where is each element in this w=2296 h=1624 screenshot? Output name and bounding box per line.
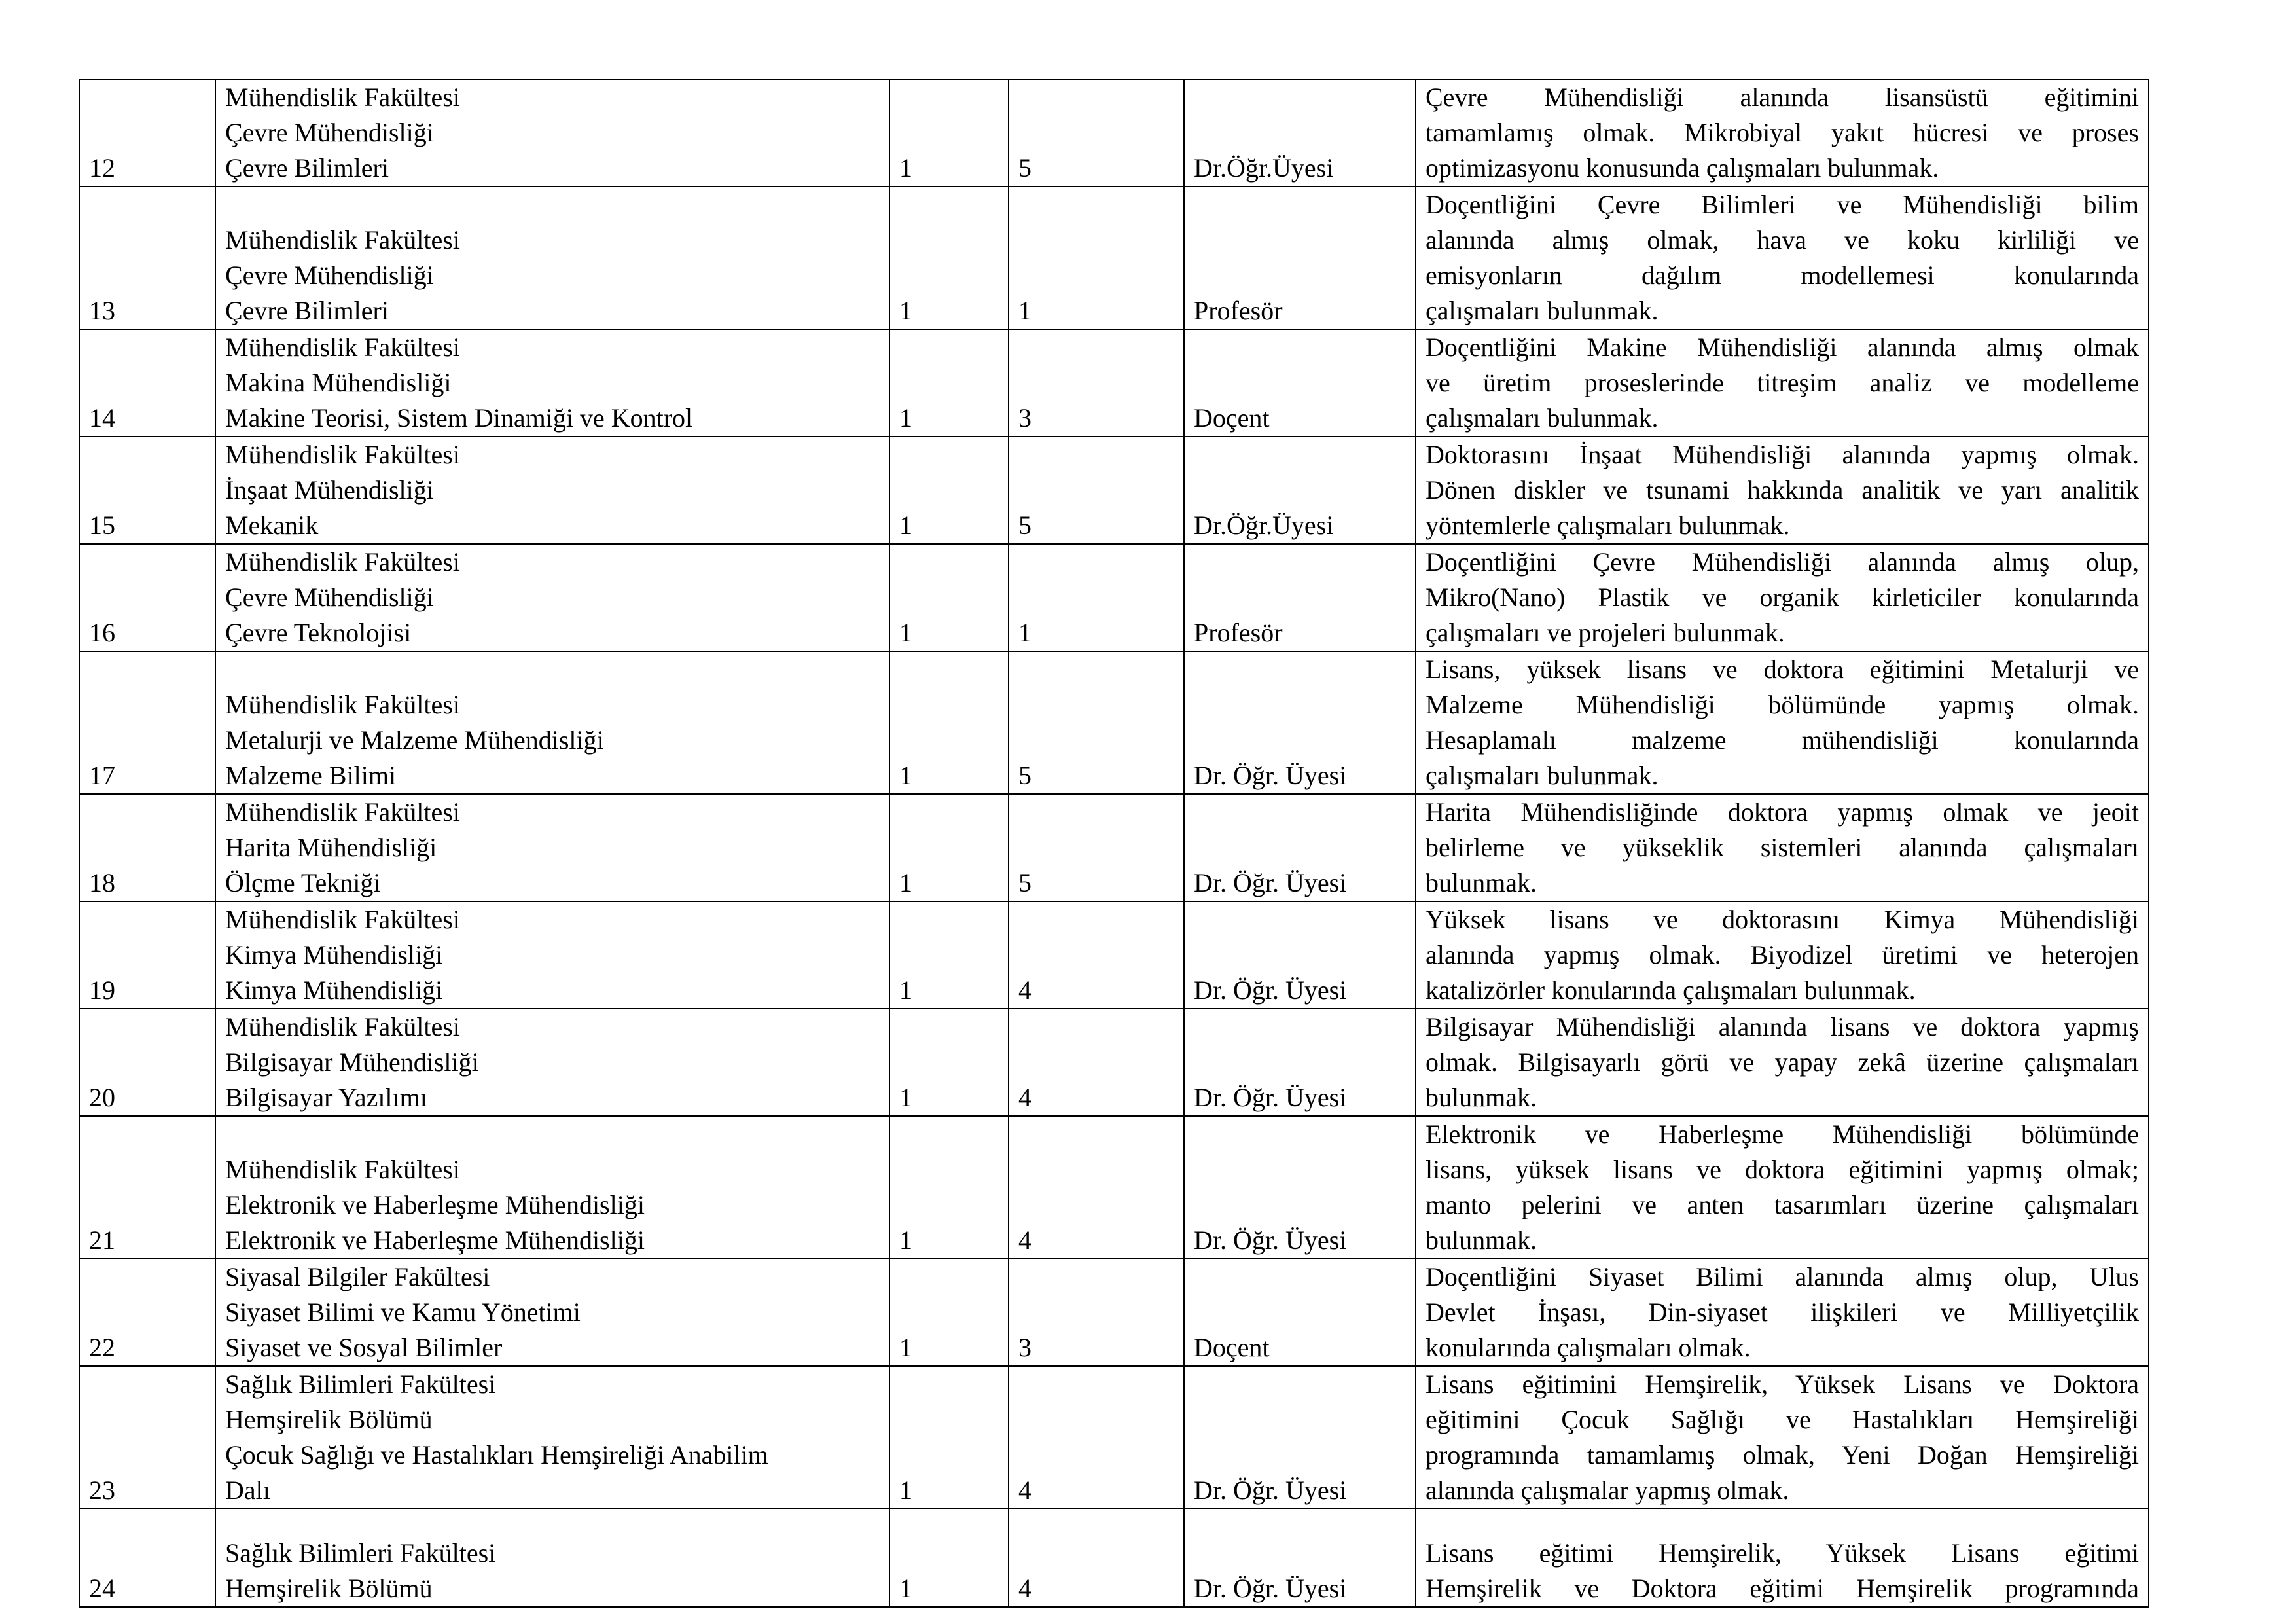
requirements-line: Çevre Mühendisliği alanında lisansüstü eğitimini [1426,82,2139,112]
academic-title: Dr. Öğr. Üyesi [1184,1366,1416,1509]
department-line: Mühendislik Fakültesi [225,905,460,934]
requirements-line: Doçentliğini Çevre Mühendisliği alanında almış olup, [1426,547,2139,577]
department-cell [215,1366,889,1509]
requirements-line: alanında almış olmak, hava ve koku kirliliği ve [1426,225,2139,255]
department-line: Sağlık Bilimleri Fakültesi [225,1538,496,1568]
requirements-line: Doçentliğini Çevre Bilimleri ve Mühendisliği bilim [1426,190,2139,219]
table-row [79,187,2149,329]
department-cell [215,1116,889,1259]
department-cell [215,437,889,544]
requirements-line: Lisans eğitimi Hemşirelik, Yüksek Lisans eğitimi [1426,1538,2139,1568]
department-line: İnşaat Mühendisliği [225,475,434,505]
table-row [79,901,2149,1009]
position-count: 1 [889,329,1009,437]
department-cell [215,651,889,794]
department-line: Çevre Mühendisliği [225,118,434,147]
row-number: 23 [79,1366,215,1509]
requirements-line: Doçentliğini Siyaset Bilimi alanında almış olup, Ulus [1426,1262,2139,1291]
degree-level: 4 [1009,901,1184,1009]
department-line: Bilgisayar Yazılımı [225,1083,427,1112]
requirements-line: Hesaplamalı malzeme mühendisliği konularında [1426,725,2139,755]
requirements-line: belirleme ve yükseklik sistemleri alanında çalışmaları [1426,833,2139,862]
department-line: Mühendislik Fakültesi [225,333,460,362]
requirements-line: bulunmak. [1426,1225,1537,1255]
requirements-cell [1416,1509,2149,1607]
degree-level: 1 [1009,187,1184,329]
requirements-cell [1416,187,2149,329]
department-line: Çevre Bilimleri [225,296,389,325]
department-line: Makina Mühendisliği [225,368,452,397]
department-line: Çevre Mühendisliği [225,261,434,290]
degree-level: 5 [1009,794,1184,901]
table-row [79,651,2149,794]
degree-level: 3 [1009,1259,1184,1366]
row-number: 15 [79,437,215,544]
department-line: Mekanik [225,511,319,540]
academic-title: Doçent [1184,1259,1416,1366]
table-row [79,329,2149,437]
academic-title: Dr. Öğr. Üyesi [1184,1509,1416,1607]
department-cell [215,794,889,901]
position-count: 1 [889,1009,1009,1116]
department-line: Ölçme Tekniği [225,868,381,897]
requirements-line: manto pelerini ve anten tasarımları üzerine çalışmaları [1426,1190,2139,1219]
department-cell [215,1009,889,1116]
table-row [79,1116,2149,1259]
requirements-line: bulunmak. [1426,1083,1537,1112]
row-number: 21 [79,1116,215,1259]
requirements-line: konularında çalışmaları olmak. [1426,1333,1751,1362]
requirements-cell [1416,1116,2149,1259]
requirements-line: emisyonların dağılım modellemesi konularında [1426,261,2139,290]
row-number: 14 [79,329,215,437]
requirements-line: bulunmak. [1426,868,1537,897]
department-line: Çevre Bilimleri [225,153,389,183]
degree-level: 4 [1009,1366,1184,1509]
requirements-line: Mikro(Nano) Plastik ve organik kirleticiler konularında [1426,583,2139,612]
degree-level: 5 [1009,651,1184,794]
academic-title: Dr.Öğr.Üyesi [1184,437,1416,544]
requirements-line: tamamlamış olmak. Mikrobiyal yakıt hücresi ve proses [1426,118,2139,147]
department-line: Siyasal Bilgiler Fakültesi [225,1262,490,1291]
table-row [79,794,2149,901]
requirements-line: programında tamamlamış olmak, Yeni Doğan Hemşireliği [1426,1440,2139,1470]
academic-title: Dr. Öğr. Üyesi [1184,651,1416,794]
department-line: Kimya Mühendisliği [225,940,443,969]
degree-level: 4 [1009,1116,1184,1259]
table-row [79,79,2149,187]
department-line: Harita Mühendisliği [225,833,437,862]
department-line: Çocuk Sağlığı ve Hastalıkları Hemşireliği Anabilim [225,1440,768,1470]
position-count: 1 [889,79,1009,187]
row-number: 16 [79,544,215,651]
department-line: Dalı [225,1475,270,1505]
position-count: 1 [889,1509,1009,1607]
position-count: 1 [889,187,1009,329]
table-row [79,544,2149,651]
department-line: Mühendislik Fakültesi [225,82,460,112]
academic-title: Dr. Öğr. Üyesi [1184,794,1416,901]
requirements-cell [1416,437,2149,544]
department-line: Hemşirelik Bölümü [225,1574,433,1603]
positions-table [79,79,2149,1608]
department-cell [215,329,889,437]
table-row [79,1259,2149,1366]
requirements-line: optimizasyonu konusunda çalışmaları bulunmak. [1426,153,1939,183]
academic-title: Doçent [1184,329,1416,437]
requirements-cell [1416,651,2149,794]
department-line: Mühendislik Fakültesi [225,547,460,577]
department-line: Elektronik ve Haberleşme Mühendisliği [225,1225,645,1255]
requirements-cell [1416,1259,2149,1366]
requirements-line: katalizörler konularında çalışmaları bulunmak. [1426,975,1916,1005]
requirements-line: çalışmaları bulunmak. [1426,403,1659,433]
requirements-line: Devlet İnşası, Din-siyaset ilişkileri ve Milliyetçilik [1426,1297,2139,1327]
requirements-line: Harita Mühendisliğinde doktora yapmış olmak ve jeoit [1426,797,2139,827]
department-line: Mühendislik Fakültesi [225,797,460,827]
requirements-cell [1416,1366,2149,1509]
table-row [79,1366,2149,1509]
requirements-line: Lisans eğitimini Hemşirelik, Yüksek Lisans ve Doktora [1426,1369,2139,1399]
row-number: 19 [79,901,215,1009]
requirements-line: alanında çalışmalar yapmış olmak. [1426,1475,1789,1505]
requirements-line: Hemşirelik ve Doktora eğitimi Hemşirelik programında [1426,1574,2139,1603]
academic-title: Profesör [1184,544,1416,651]
department-cell [215,901,889,1009]
position-count: 1 [889,901,1009,1009]
requirements-line: alanında yapmış olmak. Biyodizel üretimi ve heterojen [1426,940,2139,969]
requirements-cell [1416,1009,2149,1116]
requirements-line: olmak. Bilgisayarlı görü ve yapay zekâ üzerine çalışmaları [1426,1047,2139,1077]
requirements-line: ve üretim proseslerinde titreşim analiz ve modelleme [1426,368,2139,397]
requirements-line: Lisans, yüksek lisans ve doktora eğitimini Metalurji ve [1426,655,2139,684]
requirements-cell [1416,794,2149,901]
requirements-line: Doktorasını İnşaat Mühendisliği alanında yapmış olmak. [1426,440,2139,469]
row-number: 20 [79,1009,215,1116]
row-number: 24 [79,1509,215,1607]
row-number: 17 [79,651,215,794]
department-cell [215,79,889,187]
department-line: Mühendislik Fakültesi [225,225,460,255]
department-line: Sağlık Bilimleri Fakültesi [225,1369,496,1399]
position-count: 1 [889,1116,1009,1259]
department-line: Mühendislik Fakültesi [225,1012,460,1041]
department-line: Hemşirelik Bölümü [225,1405,433,1434]
position-count: 1 [889,651,1009,794]
requirements-cell [1416,901,2149,1009]
requirements-line: Malzeme Mühendisliği bölümünde yapmış olmak. [1426,690,2139,719]
requirements-line: lisans, yüksek lisans ve doktora eğitimini yapmış olmak; [1426,1155,2139,1184]
position-count: 1 [889,544,1009,651]
position-count: 1 [889,1366,1009,1509]
department-line: Çevre Mühendisliği [225,583,434,612]
degree-level: 5 [1009,79,1184,187]
requirements-cell [1416,79,2149,187]
degree-level: 5 [1009,437,1184,544]
department-cell [215,544,889,651]
table-row [79,437,2149,544]
row-number: 13 [79,187,215,329]
requirements-line: Bilgisayar Mühendisliği alanında lisans ve doktora yapmış [1426,1012,2139,1041]
degree-level: 4 [1009,1009,1184,1116]
department-line: Kimya Mühendisliği [225,975,443,1005]
requirements-line: eğitimini Çocuk Sağlığı ve Hastalıkları Hemşireliği [1426,1405,2139,1434]
requirements-line: Yüksek lisans ve doktorasını Kimya Mühendisliği [1426,905,2139,934]
position-count: 1 [889,437,1009,544]
academic-title: Dr.Öğr.Üyesi [1184,79,1416,187]
academic-title: Dr. Öğr. Üyesi [1184,901,1416,1009]
department-line: Malzeme Bilimi [225,761,397,790]
department-line: Siyaset Bilimi ve Kamu Yönetimi [225,1297,581,1327]
requirements-line: çalışmaları ve projeleri bulunmak. [1426,618,1785,647]
academic-title: Dr. Öğr. Üyesi [1184,1116,1416,1259]
degree-level: 4 [1009,1509,1184,1607]
table-body [79,79,2149,1607]
requirements-cell [1416,329,2149,437]
requirements-line: Elektronik ve Haberleşme Mühendisliği bölümünde [1426,1119,2139,1149]
table-row [79,1009,2149,1116]
department-line: Mühendislik Fakültesi [225,440,460,469]
department-line: Elektronik ve Haberleşme Mühendisliği [225,1190,645,1219]
department-line: Siyaset ve Sosyal Bilimler [225,1333,503,1362]
row-number: 22 [79,1259,215,1366]
row-number: 12 [79,79,215,187]
academic-title: Dr. Öğr. Üyesi [1184,1009,1416,1116]
position-count: 1 [889,1259,1009,1366]
row-number: 18 [79,794,215,901]
department-cell [215,1259,889,1366]
department-cell [215,187,889,329]
table-row [79,1509,2149,1607]
degree-level: 1 [1009,544,1184,651]
department-line: Mühendislik Fakültesi [225,1155,460,1184]
requirements-cell [1416,544,2149,651]
department-line: Metalurji ve Malzeme Mühendisliği [225,725,604,755]
department-line: Makine Teorisi, Sistem Dinamiği ve Kontrol [225,403,693,433]
degree-level: 3 [1009,329,1184,437]
requirements-line: Dönen diskler ve tsunami hakkında analitik ve yarı analitik [1426,475,2139,505]
requirements-line: çalışmaları bulunmak. [1426,761,1659,790]
department-cell [215,1509,889,1607]
department-line: Bilgisayar Mühendisliği [225,1047,479,1077]
requirements-line: yöntemlerle çalışmaları bulunmak. [1426,511,1790,540]
position-count: 1 [889,794,1009,901]
academic-title: Profesör [1184,187,1416,329]
department-line: Çevre Teknolojisi [225,618,412,647]
requirements-line: Doçentliğini Makine Mühendisliği alanında almış olmak [1426,333,2139,362]
department-line: Mühendislik Fakültesi [225,690,460,719]
requirements-line: çalışmaları bulunmak. [1426,296,1659,325]
